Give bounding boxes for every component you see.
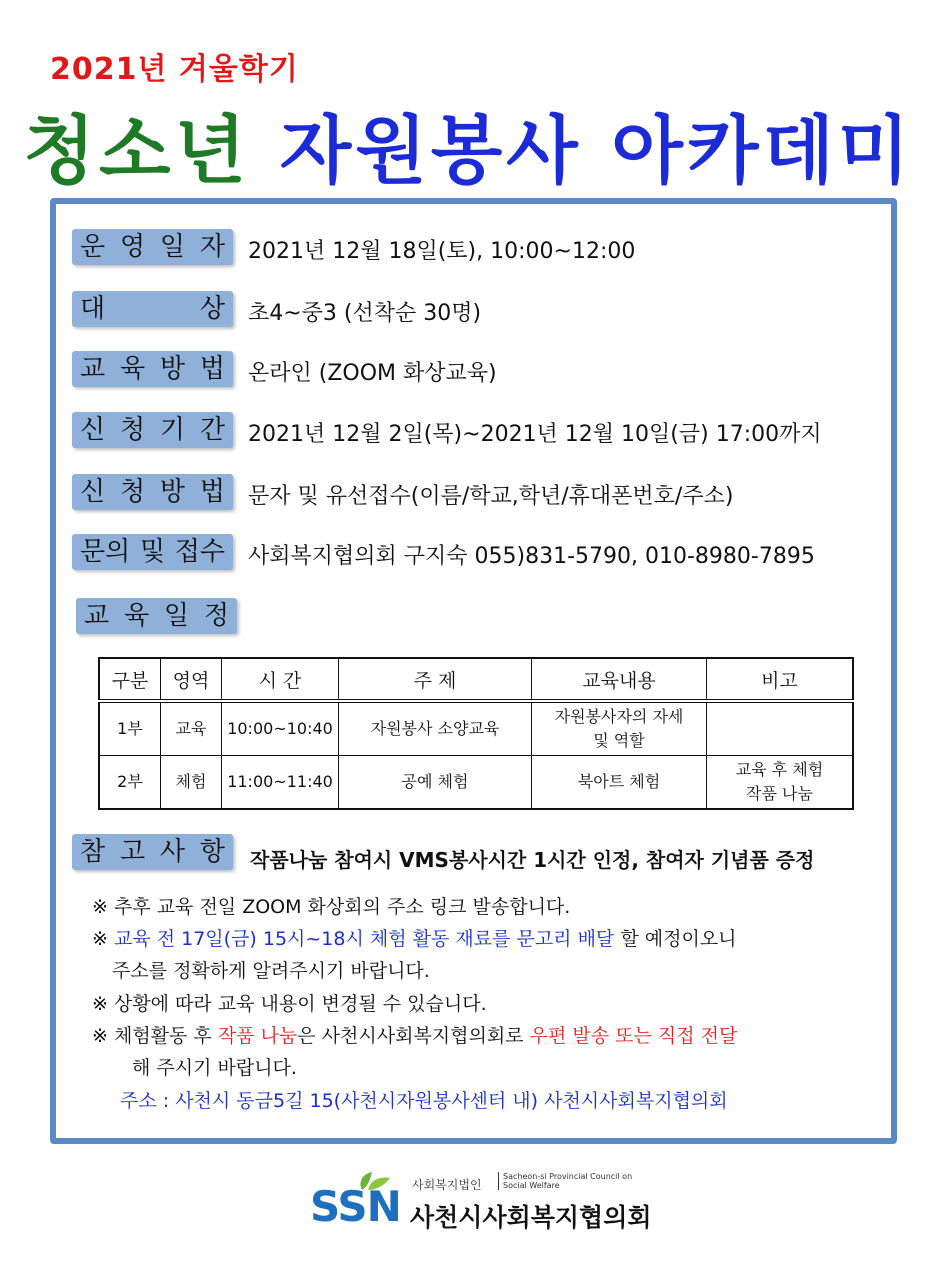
col-header: 구분 (99, 658, 161, 701)
value-contact: 사회복지협의회 구지숙 055)831-5790, 010-8980-7895 (248, 544, 815, 569)
note-line-3: ※ 상황에 따라 교육 내용이 변경될 수 있습니다. (92, 993, 487, 1015)
table-cell (707, 701, 854, 756)
table-cell: 체험 (161, 756, 222, 810)
table-cell: 자원봉사 소양교육 (339, 701, 532, 756)
table-cell: 공예 체험 (339, 756, 532, 810)
table-cell: 북아트 체험 (532, 756, 707, 810)
note-address: 주소 : 사천시 동금5길 15(사천시자원봉사센터 내) 사천시사회복지협의회 (120, 1090, 728, 1112)
label-period: 신 청 기 간 (72, 412, 233, 448)
org-name: 사천시사회복지협의회 (410, 1203, 652, 1232)
table-cell: 11:00~11:40 (222, 756, 339, 810)
label-target: 대 상 (72, 291, 233, 327)
col-header: 비고 (707, 658, 854, 701)
value-period: 2021년 12월 2일(목)~2021년 12월 10일(금) 17:00까지 (248, 422, 822, 447)
table-row (99, 756, 853, 810)
table-cell: 10:00~10:40 (222, 701, 339, 756)
note-line-2: ※ 교육 전 17일(금) 15시~18시 체험 활동 재료를 문고리 배달 할 예정이오니 (92, 928, 737, 950)
label-contact: 문의 및 접수 (72, 534, 233, 570)
label-apply: 신 청 방 법 (72, 474, 233, 510)
value-target: 초4~중3 (선착순 30명) (248, 301, 482, 326)
title-green: 청소년 (23, 108, 251, 194)
col-header: 교육내용 (532, 658, 707, 701)
org-type: 사회복지법인 (412, 1178, 482, 1192)
table-cell: 교육 후 체험 작품 나눔 (707, 756, 854, 810)
table-cell: 1부 (99, 701, 161, 756)
notes-highlight: 작품나눔 참여시 VMS봉사시간 1시간 인정, 참여자 기념품 증정 (250, 848, 815, 872)
note-line-4: ※ 체험활동 후 작품 나눔은 사천시사회복지협의회로 우편 발송 또는 직접 전달 (92, 1025, 738, 1047)
org-english-name: Sacheon-si Provincial Council on Social Welfare (498, 1172, 653, 1190)
ssn-logo (310, 1170, 652, 1232)
label-notes: 참 고 사 항 (72, 834, 233, 870)
label-schedule: 교 육 일 정 (76, 598, 237, 634)
title-blue: 자원봉사 아카데미 (279, 108, 914, 194)
content-frame (50, 198, 897, 1144)
table-row (99, 701, 853, 756)
schedule-table (98, 657, 854, 810)
col-header: 주 제 (339, 658, 532, 701)
value-date: 2021년 12월 18일(토), 10:00~12:00 (248, 239, 636, 264)
table-cell: 자원봉사자의 자세 및 역할 (532, 701, 707, 756)
table-cell: 교육 (161, 701, 222, 756)
label-method: 교 육 방 법 (72, 351, 233, 387)
page-title (0, 92, 937, 198)
subtitle: 2021년 겨울학기 (50, 52, 299, 87)
note-line-2-cont: 주소를 정확하게 알려주시기 바랍니다. (112, 960, 430, 982)
logo-mark: SSN (310, 1182, 401, 1231)
table-header-row (99, 658, 853, 701)
table-cell: 2부 (99, 756, 161, 810)
note-line-4-cont: 해 주시기 바랍니다. (132, 1057, 297, 1079)
note-line-1: ※ 추후 교육 전일 ZOOM 화상회의 주소 링크 발송합니다. (92, 896, 571, 918)
label-date: 운 영 일 자 (72, 229, 233, 265)
col-header: 시 간 (222, 658, 339, 701)
col-header: 영역 (161, 658, 222, 701)
value-apply: 문자 및 유선접수(이름/학교,학년/휴대폰번호/주소) (248, 484, 734, 509)
value-method: 온라인 (ZOOM 화상교육) (248, 361, 497, 386)
